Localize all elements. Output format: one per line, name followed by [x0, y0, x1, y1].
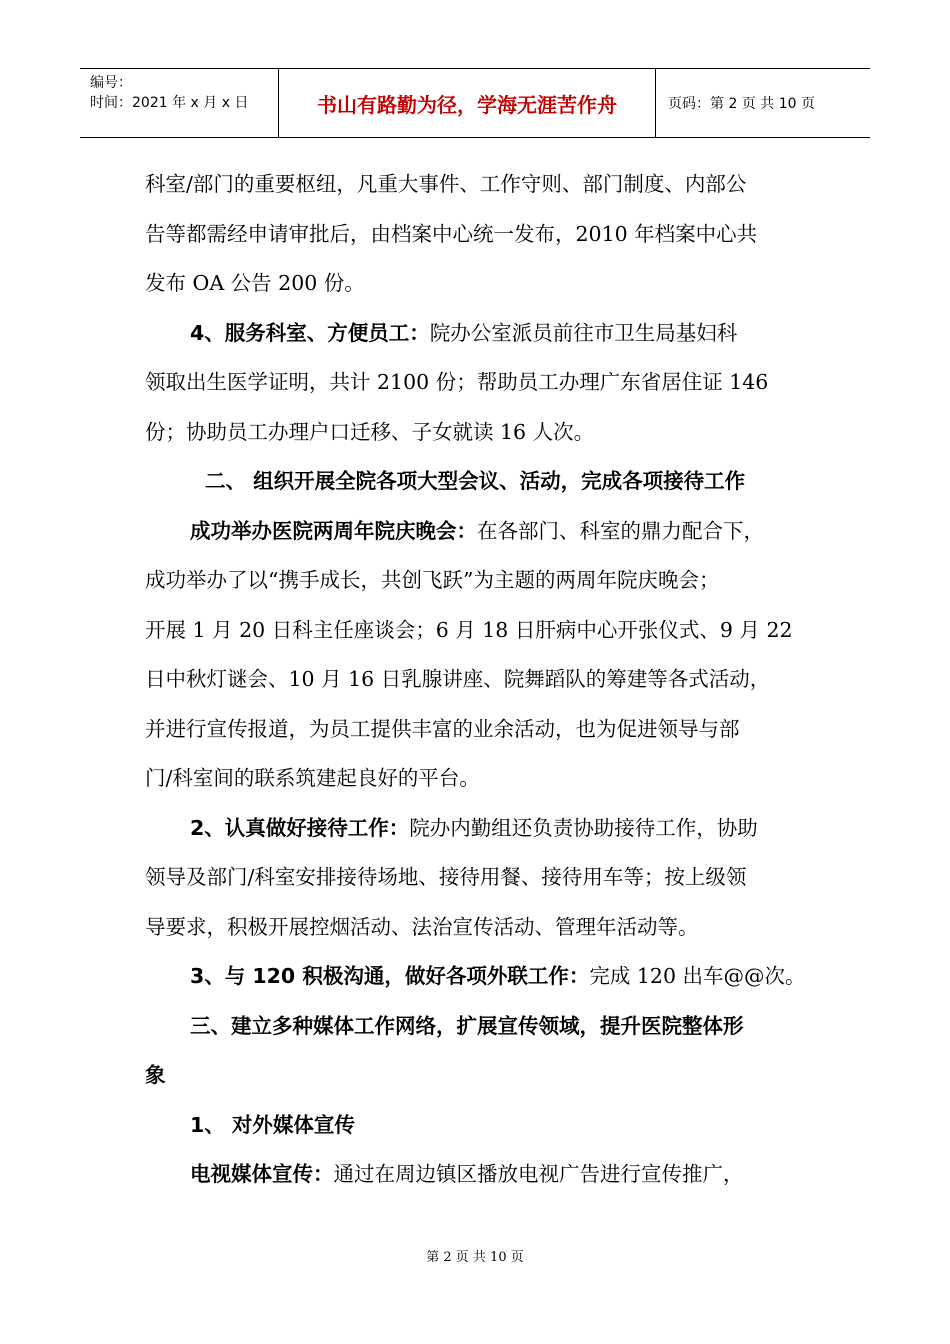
header-motto: 书山有路勤为径，学海无涯苦作舟	[279, 69, 656, 137]
body-line: 科室/部门的重要枢纽，凡重大事件、工作守则、部门制度、内部公	[145, 172, 747, 196]
paragraph-heading: 电视媒体宣传：	[190, 1162, 334, 1186]
body-line: 并进行宣传报道，为员工提供丰富的业余活动，也为促进领导与部	[145, 716, 740, 741]
body-line: 发布 OA 公告 200 份。	[145, 271, 365, 295]
body-line: 日中秋灯谜会、10 月 16 日乳腺讲座、院舞蹈队的筹建等各式活动，	[145, 667, 771, 691]
paragraph-text: 在各部门、科室的鼎力配合下，	[477, 518, 764, 543]
paragraph-text: 院办内勤组还负责协助接待工作，协助	[409, 815, 758, 840]
body-line: 份；协助员工办理户口迁移、子女就读 16 人次。	[145, 419, 595, 444]
header-page-info: 页码：第 2 页 共 10 页	[668, 96, 815, 112]
section-heading-3-cont: 象	[145, 1063, 166, 1087]
paragraph-celebration	[145, 507, 825, 557]
paragraph-reception	[145, 804, 825, 854]
section-heading-3: 三、建立多种媒体工作网络，扩展宣传领域，提升医院整体形	[190, 1013, 744, 1038]
document-number-label: 编号：	[90, 75, 132, 91]
body-line: 告等都需经申请审批后，由档案中心统一发布，2010 年档案中心共	[145, 221, 758, 246]
section-heading-2: 二、 组织开展全院各项大型会议、活动，完成各项接待工作	[205, 469, 746, 493]
paragraph-text: 院办公室派员前往市卫生局基妇科	[429, 320, 738, 345]
body-line: 门/科室间的联系筑建起良好的平台。	[145, 766, 480, 790]
body-line: 领导及部门/科室安排接待场地、接待用餐、接待用车等；按上级领	[145, 865, 747, 889]
paragraph-heading: 4、服务科室、方便员工：	[190, 320, 430, 345]
body-line: 领取出生医学证明，共计 2100 份；帮助员工办理广东省居住证 146	[145, 370, 769, 394]
page-header	[80, 68, 870, 138]
paragraph-text: 通过在周边镇区播放电视广告进行宣传推广，	[333, 1162, 744, 1186]
paragraph-service	[145, 309, 825, 359]
body-line: 开展 1 月 20 日科主任座谈会；6 月 18 日肝病中心开张仪式、9 月 22	[145, 617, 793, 642]
paragraph-text: 完成 120 出车@@次。	[589, 964, 806, 988]
document-date: 时间：2021 年 x 月 x 日	[90, 95, 249, 111]
page-footer: 第 2 页 共 10 页	[426, 1250, 524, 1265]
paragraph-heading: 3、与 120 积极沟通，做好各项外联工作：	[190, 964, 590, 988]
paragraph-tv	[145, 1150, 825, 1200]
header-meta	[80, 69, 279, 137]
paragraph-heading: 成功举办医院两周年院庆晚会：	[190, 518, 477, 543]
paragraph-120	[145, 952, 825, 1002]
subsection-heading: 1、 对外媒体宣传	[190, 1112, 355, 1137]
document-body	[145, 160, 825, 1200]
body-line: 导要求，积极开展控烟活动、法治宣传活动、管理年活动等。	[145, 914, 699, 939]
body-line: 成功举办了以“携手成长，共创飞跃”为主题的两周年院庆晚会；	[145, 568, 720, 592]
paragraph-heading: 2、认真做好接待工作：	[190, 815, 410, 840]
